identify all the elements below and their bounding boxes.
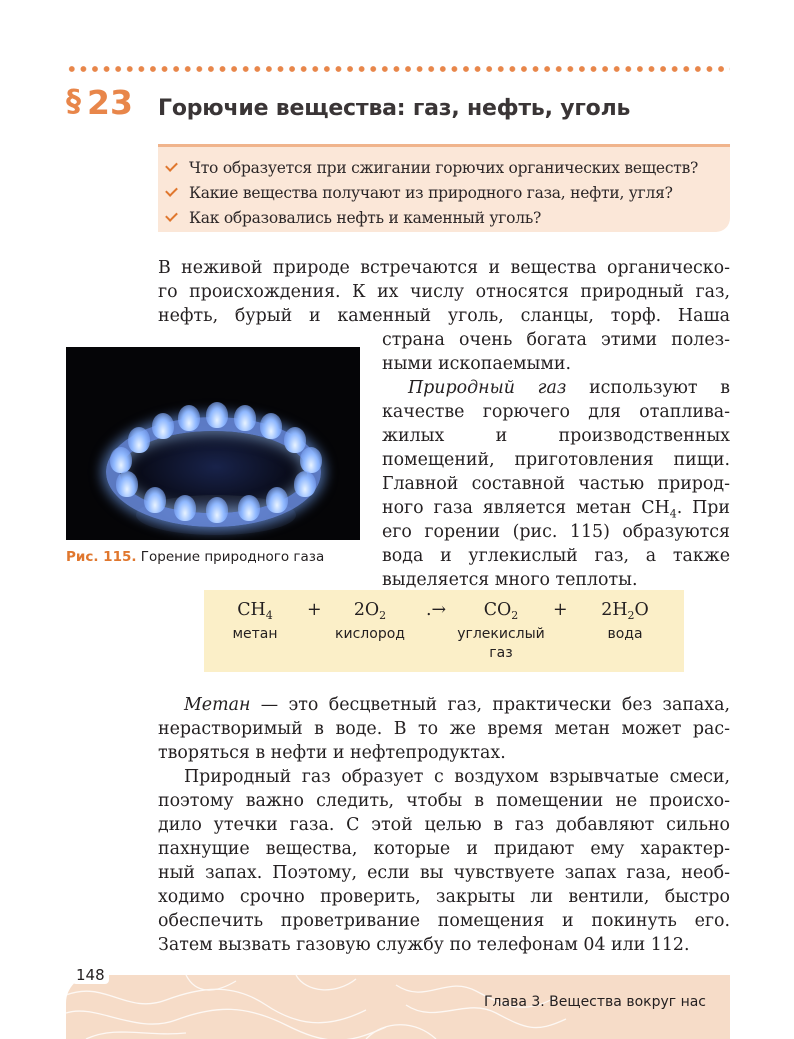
intro-line: страна очень богата этими полез-: [382, 330, 730, 350]
safety-line: поэтому важно следить, чтобы в помещении не происхо-: [158, 791, 730, 811]
plus-sign: +: [307, 600, 322, 620]
product-water: $2H_2O$ вода: [601, 600, 649, 642]
figure-label: Рис. 115.: [66, 549, 137, 565]
dotted-rule: [66, 63, 730, 75]
term-methane: Метан: [184, 695, 251, 715]
figure-caption: Рис. 115. Горение природного газа: [66, 549, 325, 565]
gas-line: Главной составной частью природ-: [382, 474, 730, 494]
check-icon: [165, 209, 178, 222]
section-sign: §: [66, 84, 81, 119]
term-natural-gas: Природный газ: [408, 378, 567, 398]
question-text: Что образуется при сжигании горючих органических веществ?: [189, 158, 699, 177]
check-icon: [165, 184, 178, 197]
intro-line: ными ископаемыми.: [382, 354, 572, 374]
questions-box: [158, 144, 730, 232]
safety-line: обеспечить проветривание помещения и покинуть его.: [158, 911, 730, 931]
chapter-title: Глава 3. Вещества вокруг нас: [484, 994, 706, 1010]
safety-line: ный запах. Поэтому, если вы чувствуете запах газа, необ-: [158, 863, 730, 883]
reactant-oxygen: $2O_2$ кислород: [335, 600, 405, 642]
question-item: [158, 205, 730, 230]
reaction-arrow: .→: [426, 600, 447, 620]
page-number: 148: [72, 966, 109, 984]
gas-line: вода и углекислый газ, а также: [382, 546, 730, 566]
reactant-methane: $CH_4$ метан: [232, 600, 278, 642]
gas-line: выделяется много теплоты.: [382, 570, 638, 590]
methane-line: нерастворимый в воде. В то же время метан может рас-: [158, 719, 730, 739]
intro-line: го происхождения. К их числу относятся природный газ,: [158, 282, 730, 302]
product-co2: $CO_2$ углекислый газ: [457, 600, 545, 661]
gas-line: жилых и производственных: [382, 426, 730, 446]
question-item: [158, 180, 730, 205]
intro-line: В неживой природе встречаются и вещества органическо-: [158, 258, 730, 278]
intro-line: нефть, бурый и каменный уголь, сланцы, торф. Наша: [158, 306, 730, 326]
question-item: [158, 155, 730, 180]
section-number: [66, 83, 133, 122]
safety-line: ходимо срочно проверить, закрыты ли вентили, быстро: [158, 887, 730, 907]
page-title: Горючие вещества: газ, нефть, уголь: [158, 96, 631, 121]
gas-line: его горении (рис. 115) образуются: [382, 522, 730, 542]
methane-line: Метан — это бесцветный газ, практически без запаха,: [184, 695, 730, 715]
safety-line: Затем вызвать газовую службу по телефонам 04 или 112.: [158, 935, 690, 955]
safety-line: дило утечки газа. С этой целью в газ добавляют сильно: [158, 815, 730, 835]
plus-sign: +: [553, 600, 568, 620]
check-icon: [165, 159, 178, 172]
gas-line: Природный газ используют в: [408, 378, 730, 398]
gas-line: помещений, приготовления пищи.: [382, 450, 730, 470]
gas-flame-photo: [66, 347, 360, 540]
safety-line: пахнущие вещества, которые и придают ему характер-: [158, 839, 730, 859]
methane-line: творяться в нефти и нефтепродуктах.: [158, 743, 506, 763]
section-num: 23: [87, 83, 133, 122]
gas-line: ного газа является метан $CH_4$. При: [382, 498, 730, 521]
safety-line: Природный газ образует с воздухом взрывчатые смеси,: [184, 767, 730, 787]
reaction-equation: [204, 590, 684, 672]
gas-line: качестве горючего для отаплива-: [382, 402, 730, 422]
question-text: Какие вещества получают из природного газа, нефти, угля?: [189, 183, 673, 202]
question-text: Как образовались нефть и каменный уголь?: [189, 208, 542, 227]
